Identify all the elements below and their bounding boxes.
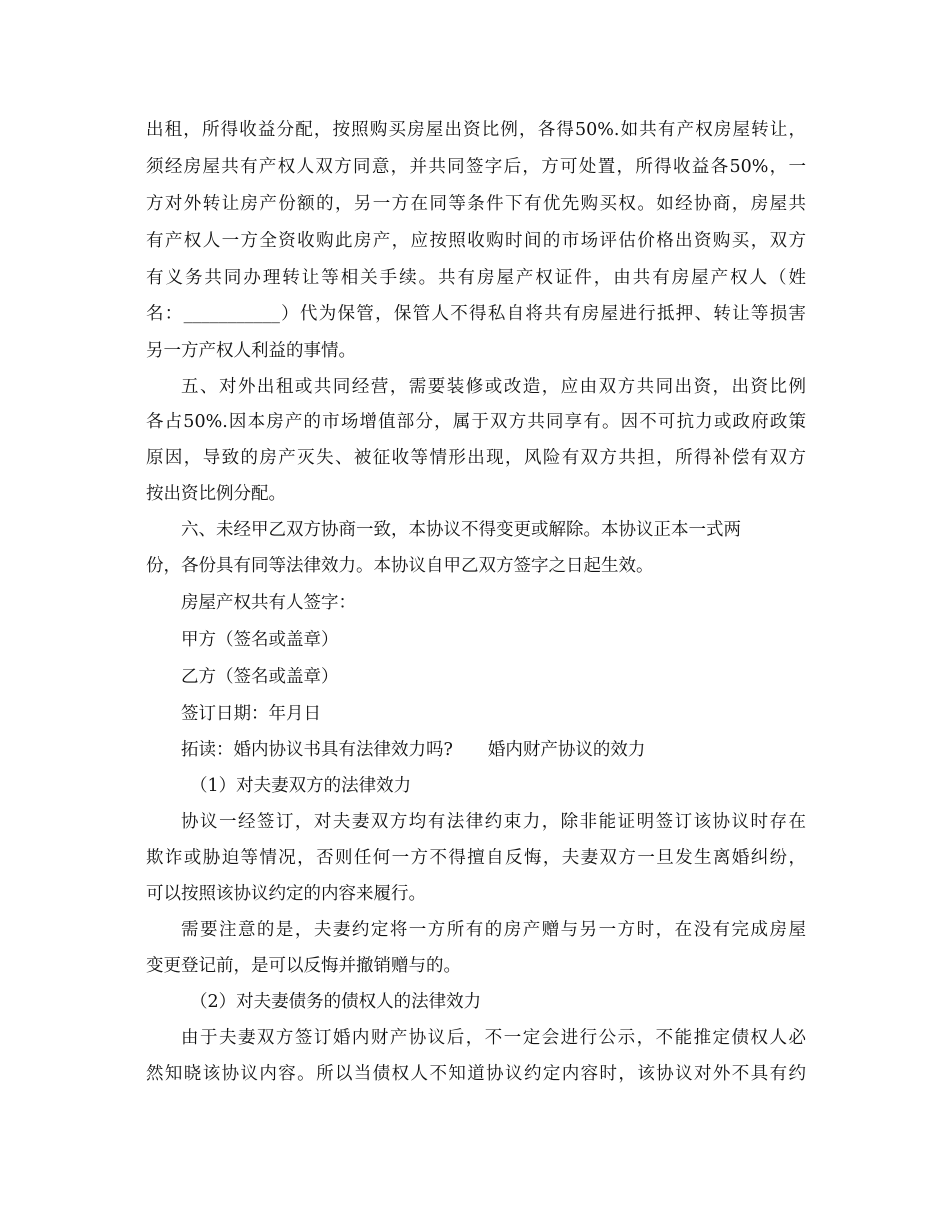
text-line: 另一方产权人利益的事情。 xyxy=(146,341,356,361)
text-line: 份，各份具有同等法律效力。本协议自甲乙双方签字之日起生效。 xyxy=(146,556,654,576)
text-line: 按出资比例分配。 xyxy=(146,484,286,504)
text-line: 名：___________）代为保管，保管人不得私自将共有房屋进行抵押、转让等损害 xyxy=(146,304,806,324)
text-line: 有义务共同办理转让等相关手续。共有房屋产权证件，由共有房屋产权人（姓 xyxy=(146,268,806,288)
signing-date: 签订日期：年月日 xyxy=(181,704,321,724)
text-line: 六、未经甲乙双方协商一致，本协议不得变更或解除。本协议正本一式两 xyxy=(181,520,741,540)
party-b-signature: 乙方（签名或盖章） xyxy=(181,667,339,687)
text-line: 方对外转让房产份额的，另一方在同等条件下有优先购买权。如经协商，房屋共 xyxy=(146,194,806,214)
text-line: 五、对外出租或共同经营，需要装修或改造，应由双方共同出资，出资比例 xyxy=(181,377,806,397)
text-line: 可以按照该协议约定的内容来履行。 xyxy=(146,884,426,904)
text-line: 变更登记前，是可以反悔并撤销赠与的。 xyxy=(146,956,461,976)
text-line: 出租，所得收益分配，按照购买房屋出资比例，各得50%.如共有产权房屋转让， xyxy=(146,120,806,140)
text-line: 由于夫妻双方签订婚内财产协议后，不一定会进行公示，不能推定债权人必 xyxy=(181,1028,806,1048)
text-line: 须经房屋共有产权人双方同意，并共同签字后，方可处置，所得收益各50%，一 xyxy=(146,157,806,177)
section-heading: （2）对夫妻债务的债权人的法律效力 xyxy=(190,992,482,1012)
text-line: 需要注意的是，夫妻约定将一方所有的房产赠与另一方时，在没有完成房屋 xyxy=(181,920,806,940)
text-line: 有产权人一方全资收购此房产，应按照收购时间的市场评估价格出资购买，双方 xyxy=(146,231,806,251)
text-line: 欺诈或胁迫等情况，否则任何一方不得擅自反悔，夫妻双方一旦发生离婚纠纷， xyxy=(146,848,806,868)
extended-reading-heading: 拓读：婚内协议书具有法律效力吗? 婚内财产协议的效力 xyxy=(181,740,646,760)
section-heading: （1）对夫妻双方的法律效力 xyxy=(190,776,412,796)
text-line: 各占50%.因本房产的市场增值部分，属于双方共同享有。因不可抗力或政府政策 xyxy=(146,412,806,432)
signature-heading: 房屋产权共有人签字： xyxy=(181,593,356,613)
text-line: 然知晓该协议内容。所以当债权人不知道协议约定内容时，该协议对外不具有约 xyxy=(146,1064,806,1084)
text-line: 协议一经签订，对夫妻双方均有法律约束力，除非能证明签订该协议时存在 xyxy=(181,812,806,832)
text-line: 原因，导致的房产灭失、被征收等情形出现，风险有双方共担，所得补偿有双方 xyxy=(146,448,806,468)
party-a-signature: 甲方（签名或盖章） xyxy=(181,630,339,650)
